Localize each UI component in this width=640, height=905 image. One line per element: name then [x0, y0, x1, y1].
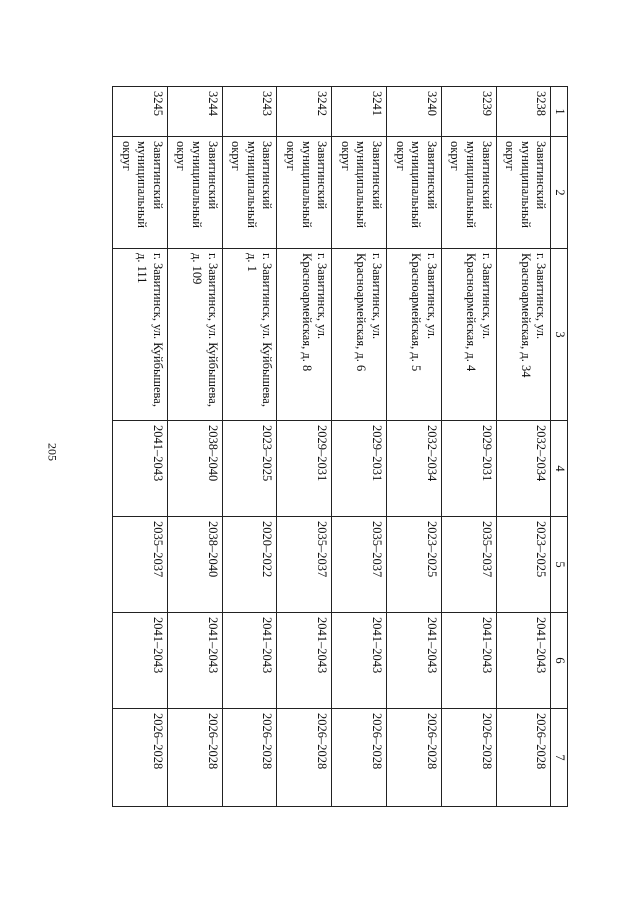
table-row [441, 87, 496, 807]
period-cell: 2035–2037 [277, 517, 332, 613]
municipality-cell: Завитинский муниципальный округ [113, 137, 168, 249]
table-row [332, 87, 387, 807]
period-cell: 2026–2028 [113, 709, 168, 807]
row-number: 3243 [222, 87, 277, 137]
period-cell: 2026–2028 [222, 709, 277, 807]
table-row [496, 87, 551, 807]
page-number: 205 [45, 443, 60, 461]
period-cell: 2026–2028 [277, 709, 332, 807]
row-number: 3239 [441, 87, 496, 137]
municipality-cell: Завитинский муниципальный округ [167, 137, 222, 249]
period-cell: 2026–2028 [386, 709, 441, 807]
period-cell: 2041–2043 [332, 613, 387, 709]
period-cell: 2041–2043 [277, 613, 332, 709]
municipality-cell: Завитинский муниципальный округ [277, 137, 332, 249]
row-number: 3242 [277, 87, 332, 137]
period-cell: 2041–2043 [113, 613, 168, 709]
column-header: 7 [551, 709, 568, 807]
period-cell: 2029–2031 [332, 421, 387, 517]
municipality-cell: Завитинский муниципальный округ [332, 137, 387, 249]
data-table [112, 86, 568, 807]
period-cell: 2041–2043 [386, 613, 441, 709]
row-number: 3245 [113, 87, 168, 137]
period-cell: 2041–2043 [167, 613, 222, 709]
address-cell: г. Завитинск, ул. Куйбышева, д. 1 [222, 249, 277, 421]
period-cell: 2038–2040 [167, 421, 222, 517]
table-row [222, 87, 277, 807]
address-cell: г. Завитинск, ул. Красноармейская, д. 34 [496, 249, 551, 421]
period-cell: 2029–2031 [441, 421, 496, 517]
table-row [113, 87, 168, 807]
row-number: 3244 [167, 87, 222, 137]
table-row [167, 87, 222, 807]
row-number: 3238 [496, 87, 551, 137]
municipality-cell: Завитинский муниципальный округ [222, 137, 277, 249]
period-cell: 2026–2028 [441, 709, 496, 807]
period-cell: 2038–2040 [167, 517, 222, 613]
period-cell: 2041–2043 [441, 613, 496, 709]
period-cell: 2023–2025 [496, 517, 551, 613]
row-number: 3241 [332, 87, 387, 137]
period-cell: 2041–2043 [113, 421, 168, 517]
period-cell: 2035–2037 [332, 517, 387, 613]
period-cell: 2032–2034 [386, 421, 441, 517]
period-cell: 2026–2028 [496, 709, 551, 807]
table-row [277, 87, 332, 807]
table-row [386, 87, 441, 807]
municipality-cell: Завитинский муниципальный округ [496, 137, 551, 249]
address-cell: г. Завитинск, ул. Красноармейская, д. 6 [332, 249, 387, 421]
address-cell: г. Завитинск, ул. Красноармейская, д. 5 [386, 249, 441, 421]
column-header: 1 [551, 87, 568, 137]
column-header: 6 [551, 613, 568, 709]
address-cell: г. Завитинск, ул. Куйбышева, д. 111 [113, 249, 168, 421]
row-number: 3240 [386, 87, 441, 137]
period-cell: 2020–2022 [222, 517, 277, 613]
municipality-cell: Завитинский муниципальный округ [386, 137, 441, 249]
period-cell: 2023–2025 [222, 421, 277, 517]
address-cell: г. Завитинск, ул. Красноармейская, д. 4 [441, 249, 496, 421]
column-header: 2 [551, 137, 568, 249]
address-cell: г. Завитинск, ул. Красноармейская, д. 8 [277, 249, 332, 421]
period-cell: 2026–2028 [167, 709, 222, 807]
period-cell: 2029–2031 [277, 421, 332, 517]
rotated-table-container [112, 86, 568, 806]
municipality-cell: Завитинский муниципальный округ [441, 137, 496, 249]
column-header: 5 [551, 517, 568, 613]
column-header: 3 [551, 249, 568, 421]
period-cell: 2026–2028 [332, 709, 387, 807]
table-header-row [551, 87, 568, 807]
period-cell: 2041–2043 [222, 613, 277, 709]
address-cell: г. Завитинск, ул. Куйбышева, д. 109 [167, 249, 222, 421]
column-header: 4 [551, 421, 568, 517]
period-cell: 2035–2037 [113, 517, 168, 613]
period-cell: 2035–2037 [441, 517, 496, 613]
period-cell: 2041–2043 [496, 613, 551, 709]
period-cell: 2032–2034 [496, 421, 551, 517]
period-cell: 2023–2025 [386, 517, 441, 613]
